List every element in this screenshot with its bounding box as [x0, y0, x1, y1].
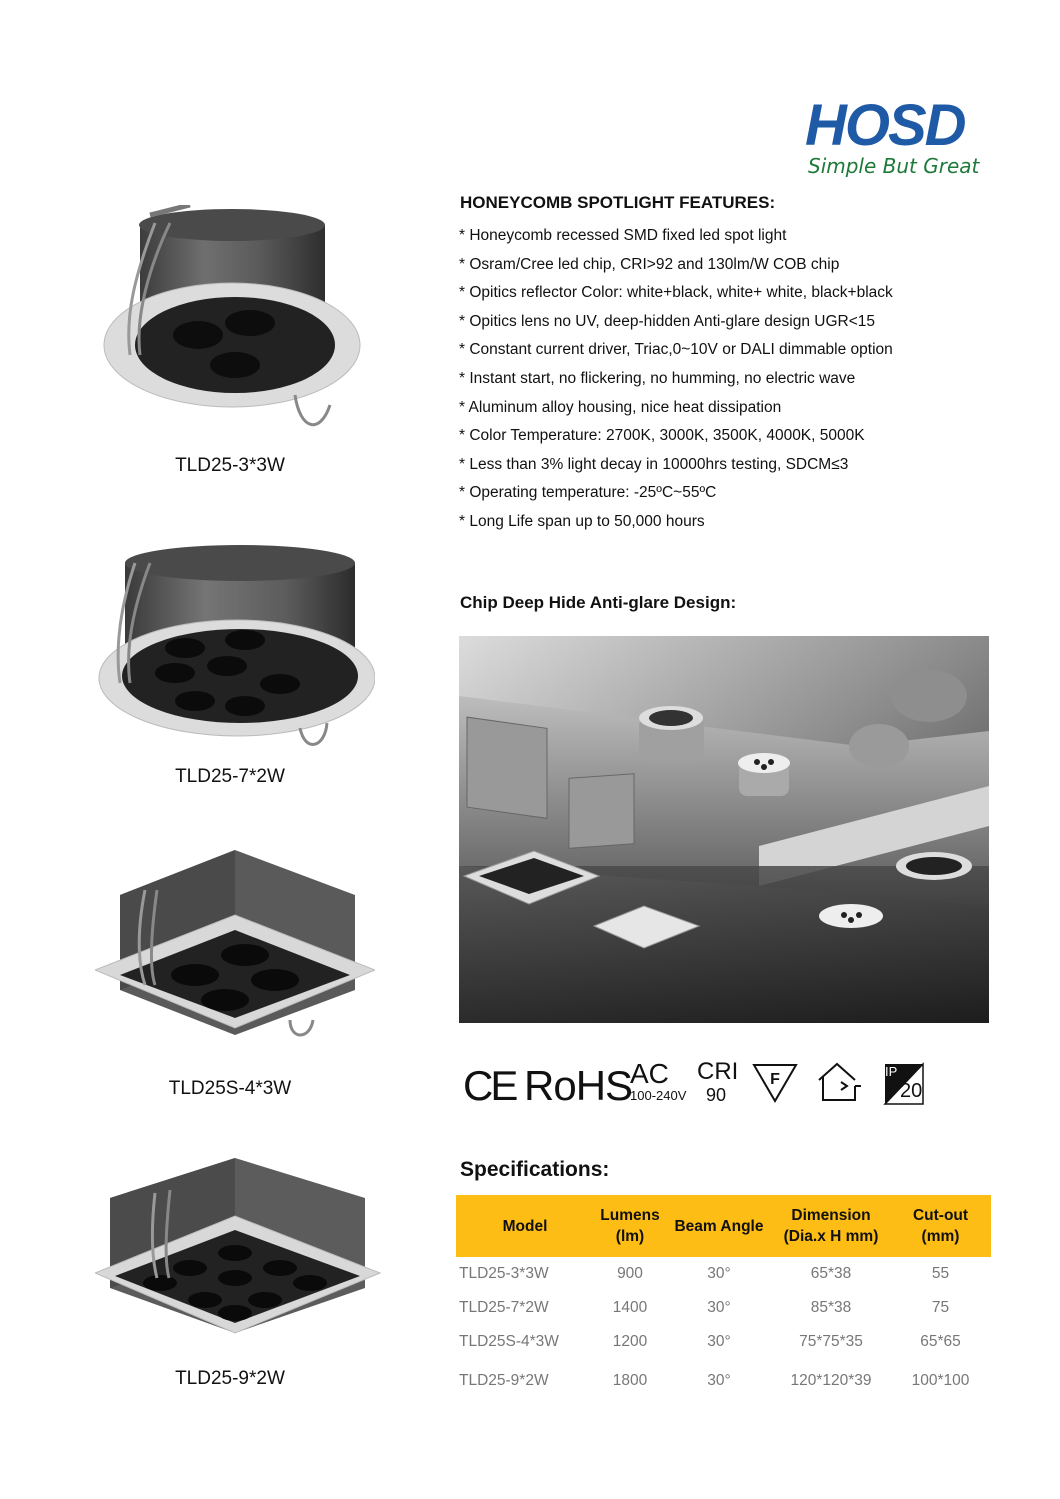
feature-item: * Less than 3% light decay in 10000hrs testing, SDCM≤3: [459, 455, 849, 473]
cell-dimension: 65*38: [810, 1265, 852, 1282]
cell-model: TLD25S-4*3W: [459, 1333, 559, 1350]
brand-logo: [805, 93, 985, 186]
cri-mark: CRI: [697, 1058, 739, 1085]
ac-voltage: 100-240V: [630, 1088, 687, 1103]
feature-item: * Opitics lens no UV, deep-hidden Anti-glare design UGR<15: [459, 312, 876, 330]
table-row: [456, 1291, 991, 1325]
ce-mark: CE: [463, 1062, 516, 1109]
cell-dimension: 120*120*39: [790, 1372, 872, 1389]
feature-item: * Osram/Cree led chip, CRI>92 and 130lm/W COB chip: [459, 255, 840, 273]
cell-lumens: 1200: [612, 1333, 648, 1350]
ip20-mark: [883, 1060, 931, 1106]
product-tld25-7x2w: [95, 538, 375, 788]
features-title: HONEYCOMB SPOTLIGHT FEATURES:: [460, 193, 776, 212]
feature-item: * Opitics reflector Color: white+black, white+ white, black+black: [459, 284, 893, 302]
cri-value: 90: [706, 1085, 727, 1105]
product-label: TLD25-9*2W: [175, 1368, 285, 1389]
feature-item: * Long Life span up to 50,000 hours: [459, 512, 705, 530]
ac-mark: AC: [630, 1058, 669, 1089]
ip-prefix: IP: [885, 1064, 898, 1079]
rohs-mark: RoHS: [524, 1062, 633, 1109]
cell-model: TLD25-7*2W: [459, 1299, 549, 1316]
ip-value: 20: [900, 1080, 923, 1102]
product-tld25-3x3w: [95, 205, 375, 480]
showcase-image: [459, 636, 989, 1023]
header-dimension: Dimension (Dia.x H mm): [772, 1195, 890, 1257]
feature-item: * Operating temperature: -25ºC~55ºC: [459, 484, 717, 502]
table-row: [456, 1359, 991, 1403]
feature-item: * Instant start, no flickering, no humming, no electric wave: [459, 369, 856, 387]
cell-model: TLD25-3*3W: [459, 1265, 549, 1282]
product-showcase-photo: [459, 636, 989, 1023]
feature-item: * Constant current driver, Triac,0~10V or DALI dimmable option: [459, 341, 893, 359]
header-model: Model: [456, 1195, 594, 1257]
cell-beam: 30°: [707, 1333, 731, 1350]
cell-cutout: 65*65: [920, 1333, 961, 1350]
round-3-spotlight-image: [95, 205, 375, 445]
chip-section-title: Chip Deep Hide Anti-glare Design:: [460, 593, 737, 612]
f-mark-letter: F: [770, 1071, 780, 1088]
certifications-row: [463, 1058, 983, 1110]
specifications-title: Specifications:: [460, 1158, 610, 1181]
square-9-spotlight-image: [95, 1158, 385, 1353]
cell-dimension: 85*38: [810, 1299, 852, 1316]
cell-dimension: 75*75*35: [799, 1333, 863, 1350]
cell-lumens: 1400: [612, 1299, 648, 1316]
feature-item: * Honeycomb recessed SMD fixed led spot light: [459, 227, 787, 244]
table-header-row: [456, 1195, 991, 1257]
house-insulation-icon: [815, 1060, 863, 1104]
cell-beam: 30°: [707, 1299, 731, 1316]
table-row: [456, 1257, 991, 1291]
product-label: TLD25S-4*3W: [168, 1078, 292, 1099]
specifications-table: [456, 1195, 991, 1403]
features-list: [459, 226, 893, 541]
feature-item: * Aluminum alloy housing, nice heat dissipation: [459, 398, 782, 416]
cell-beam: 30°: [707, 1265, 731, 1282]
f-mark-icon: [751, 1062, 799, 1104]
cell-lumens: 1800: [612, 1372, 648, 1389]
logo-wordmark: HOSD: [805, 93, 965, 158]
product-tld25-9x2w: [95, 1158, 375, 1398]
cell-lumens: 900: [617, 1265, 643, 1282]
cell-beam: 30°: [707, 1372, 731, 1389]
feature-item: * Color Temperature: 2700K, 3000K, 3500K, 4000K, 5000K: [459, 427, 865, 445]
cell-cutout: 75: [931, 1299, 950, 1316]
header-beam-angle: Beam Angle: [666, 1195, 772, 1257]
header-cutout: Cut-out (mm): [890, 1195, 991, 1257]
cell-model: TLD25-9*2W: [459, 1372, 549, 1389]
product-label: TLD25-7*2W: [175, 766, 285, 787]
logo-tagline: Simple But Great: [808, 154, 980, 178]
cell-cutout: 55: [931, 1265, 950, 1282]
product-label: TLD25-3*3W: [175, 455, 285, 476]
header-lumens: Lumens (lm): [594, 1195, 666, 1257]
cell-cutout: 100*100: [911, 1372, 970, 1389]
product-tld25s-4x3w: [95, 850, 375, 1105]
round-7-spotlight-image: [95, 538, 375, 748]
square-4-spotlight-image: [95, 850, 375, 1045]
table-row: [456, 1325, 991, 1359]
